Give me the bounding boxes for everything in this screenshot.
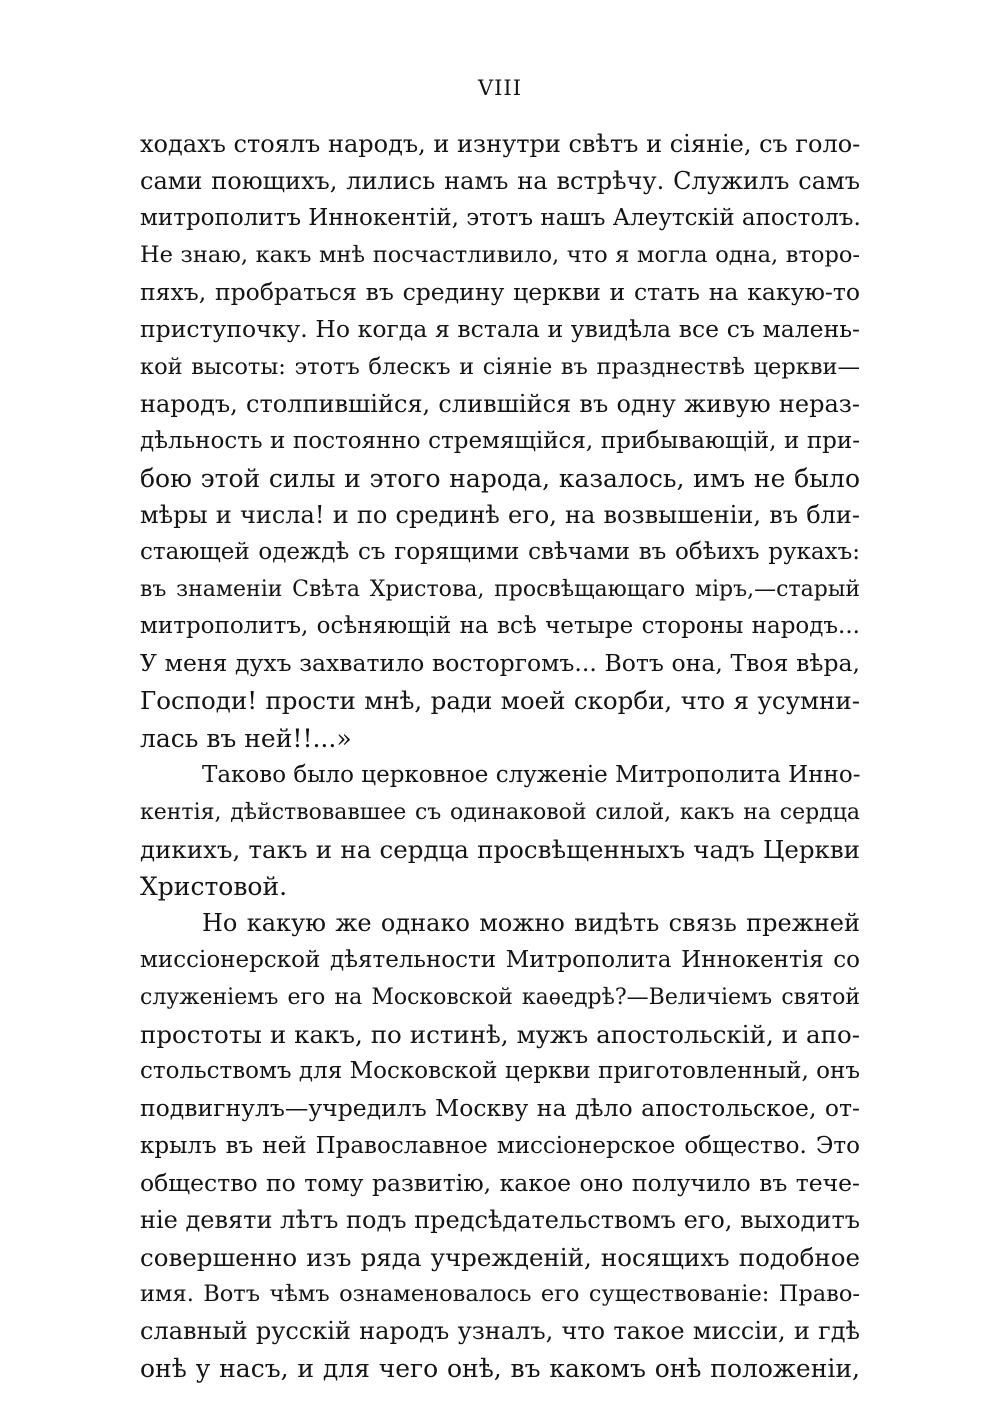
text-line: крылъ въ ней Православное миссіонерское общество. Это bbox=[140, 1132, 860, 1159]
text-line: простоты и какъ, по истинѣ, мужъ апостольскій, и апо- bbox=[140, 1020, 860, 1050]
text-line: У меня духъ захватило восторгомъ... Вотъ она, Твоя вѣра, bbox=[140, 649, 860, 678]
page-number: VIII bbox=[477, 76, 523, 100]
body-text bbox=[140, 126, 860, 1387]
text-line: совершенно изъ ряда учрежденій, носящихъ подобное bbox=[140, 1242, 860, 1272]
text-line: Христовой. bbox=[140, 871, 288, 901]
text-line: стающей одеждѣ съ горящими свѣчами въ обѣихъ рукахъ: bbox=[140, 539, 860, 566]
text-line: Господи! прости мнѣ, ради моей скорби, что я усумни- bbox=[140, 686, 860, 716]
text-line: кой высоты: этотъ блескъ и сіяніе въ празднествѣ церкви— bbox=[140, 353, 860, 380]
text-line: имя. Вотъ чѣмъ ознаменовалось его существованіе: Право- bbox=[140, 1280, 860, 1307]
text-line: приступочку. Но когда я встала и увидѣла все съ малень- bbox=[140, 315, 860, 344]
text-line: дѣльность и постоянно стремящійся, прибывающій, и при- bbox=[140, 427, 860, 454]
text-line: лась въ ней!!...» bbox=[140, 723, 352, 753]
text-line: пяхъ, пробраться въ средину церкви и стать на какую-то bbox=[140, 278, 860, 307]
text-line: славный русскій народъ узналъ, что такое миссіи, и гдѣ bbox=[140, 1317, 860, 1345]
text-line: стольствомъ для Московской церкви приготовленный, онъ bbox=[140, 1058, 860, 1085]
text-line: въ знаменіи Свѣта Христова, просвѣщающаго міръ,—старый bbox=[140, 577, 860, 603]
text-line: народъ, столпившійся, слившійся въ одну живую нераз- bbox=[140, 389, 860, 418]
text-line: миссіонерской дѣятельности Митрополита Иннокентія со bbox=[140, 947, 860, 974]
text-line: ходахъ стоялъ народъ, и изнутри свѣтъ и сіяніе, съ голо- bbox=[140, 130, 861, 158]
text-line: подвигнулъ—учредилъ Москву на дѣло апостольское, от- bbox=[140, 1094, 860, 1123]
text-line: бою этой силы и этого народа, казалось, имъ не было bbox=[140, 463, 860, 493]
text-line: ніе девяти лѣтъ подъ предсѣдательствомъ его, выходитъ bbox=[140, 1205, 860, 1234]
text-line: Не знаю, какъ мнѣ посчастливило, что я могла одна, второ- bbox=[140, 242, 860, 269]
text-line: онѣ у насъ, и для чего онѣ, въ какомъ онѣ положеніи, bbox=[140, 1354, 860, 1384]
text-line: мѣры и числа! и по срединѣ его, на возвышеніи, въ бли- bbox=[140, 500, 860, 529]
text-line: Таково было церковное служеніе Митрополита Инно- bbox=[202, 761, 861, 788]
text-line: общество по тому развитію, какое оно получило въ тече- bbox=[140, 1168, 860, 1197]
text-line: служеніемъ его на Московской каѳедрѣ?—Величіемъ святой bbox=[140, 985, 860, 1011]
text-line: кентія, дѣйствовавшее съ одинаковой силой, какъ на сердца bbox=[140, 799, 860, 825]
text-line: дикихъ, такъ и на сердца просвѣщенныхъ чадъ Церкви bbox=[140, 834, 860, 864]
text-line: митрополитъ Иннокентій, этотъ нашъ Алеутскій апостолъ. bbox=[140, 205, 861, 232]
text-line: Но какую же однако можно видѣть связь прежней bbox=[202, 908, 860, 937]
text-line: сами поющихъ, лились намъ на встрѣчу. Служилъ самъ bbox=[140, 167, 860, 196]
text-line: митрополитъ, осѣняющій на всѣ четыре стороны народъ... bbox=[140, 613, 860, 640]
